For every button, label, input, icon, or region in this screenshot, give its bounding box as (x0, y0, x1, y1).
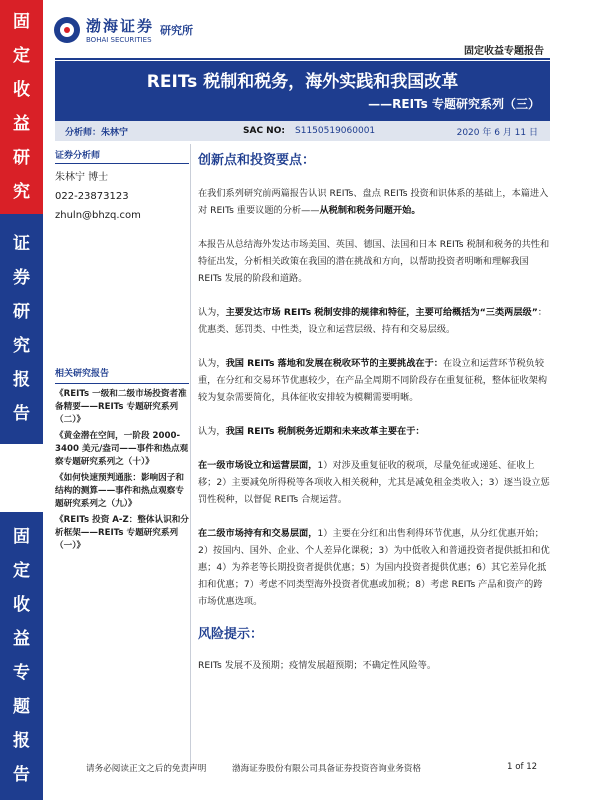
meta-sac-label: SAC NO: (243, 126, 285, 136)
paragraph-reform-intro (198, 423, 550, 440)
related-report-item[interactable]: 《黄金潜在空间，一阶段 2000-3400 美元/盎司——事件和热点观察专题研究系列之（十）》 (55, 431, 189, 467)
side-tab-char: 告 (13, 765, 30, 785)
p4-lead: 认为， (198, 358, 226, 369)
analyst-heading: 证券分析师 (55, 148, 189, 164)
paragraph-challenges (198, 355, 550, 406)
main-content (198, 152, 550, 674)
risk-text: REITs 发展不及预期；疫情发展超预期；不确定性风险等。 (198, 660, 437, 671)
p5-lead: 认为， (198, 426, 226, 437)
innovation-heading: 创新点和投资要点： (198, 153, 316, 168)
side-tab-char: 报 (13, 370, 30, 390)
side-tab-char: 研 (13, 148, 30, 168)
footer-disclaimer: 请务必阅读正文之后的免责声明 (86, 764, 207, 774)
side-tab-char: 益 (13, 114, 30, 134)
logo-institute-text: 研究所 (160, 23, 194, 37)
paragraph-primary-market (198, 457, 550, 508)
p7-emphasis: 在二级市场持有和交易层面， (198, 528, 318, 539)
logo-en-text: BOHAI SECURITIES (86, 36, 152, 44)
paragraph-secondary-market (198, 525, 550, 610)
analyst-name: 朱林宁 博士 (55, 172, 109, 183)
p6-rest: 1）对涉及重复征收的税项，尽量免征或递延、征收上移；2）主要减免所得税等各项收入相关税种，尤其是减免租金类收入；3）逐当设立惩罚性税种，以督促 REITs 合规运营。 (198, 460, 550, 505)
side-tab-fixed-income-topic-report (0, 512, 43, 800)
side-tab-char: 告 (13, 404, 30, 424)
related-report-item[interactable]: 《REITs 投资 A-Z：整体认识和分析框架——REITs 专题研究系列（一）》 (55, 515, 189, 551)
meta-analyst: 分析师：朱林宁 (65, 127, 129, 138)
analyst-email[interactable]: zhuln@bhzq.com (55, 210, 141, 221)
side-tab-fixed-income-research (0, 0, 43, 214)
meta-date: 2020 年 6 月 11 日 (456, 127, 538, 138)
header-rule (55, 58, 550, 60)
analyst-phone: 022-23873123 (55, 191, 129, 202)
side-tab-char: 究 (13, 336, 30, 356)
p3-emphasis: 主要发达市场 REITs 税制安排的规律和特征，主要可给概括为“三类两层级” (225, 307, 538, 318)
meta-bar (55, 121, 550, 141)
side-tab-securities-research-report (0, 214, 43, 444)
related-report-item[interactable]: 《如何快速预判通胀：影响因子和结构的测算——事件和热点观察专题研究系列之（九）》 (55, 473, 184, 509)
related-heading: 相关研究报告 (55, 368, 189, 384)
logo-cn-text: 渤海证券 (86, 17, 155, 35)
paragraph-overview: 本报告从总结海外发达市场美国、英国、德国、法国和日本 REITs 税制和税务的共性和特征出发，分析相关政策在我国的潜在挑战和方向，以帮助投资者明晰和理解我国 REITs 发展的阶段和道路。 (198, 239, 550, 284)
p3-rest: ：优惠类、惩罚类、中性类，设立和运营层级、持有和交易层级。 (198, 307, 547, 335)
intro-emphasis: 从税制和税务问题开始。 (319, 205, 421, 216)
analyst-block (55, 148, 189, 225)
p4-rest: 在设立和运营环节税负较重，在分红和交易环节优惠较少，在产品全周期不同阶段存在重复征税，整体征收架构较为复杂需要简化，具体征收安排较为模糊需要明晰。 (198, 358, 548, 403)
side-tab-char: 收 (13, 80, 30, 100)
intro-text: 在我们系列研究前两篇报告认识 REITs、盘点 REITs 投资和识体系的基础上，本篇进入对 REITs 重要议题的分析—— (198, 188, 549, 216)
related-report-item[interactable]: 《REITs 一级和二级市场投资者准备精要——REITs 专题研究系列（二）》 (55, 389, 187, 425)
p3-lead: 认为， (198, 307, 226, 318)
bohai-logo (54, 15, 193, 44)
side-tab-char: 券 (13, 268, 30, 288)
report-subtitle: ——REITs 专题研究系列（三） (368, 97, 540, 111)
side-tab-char: 报 (13, 731, 30, 751)
side-tab-char: 益 (13, 629, 30, 649)
bohai-logo-icon (54, 17, 80, 43)
report-title: REITs 税制和税务，海外实践和我国改革 (146, 72, 459, 92)
related-reports (55, 368, 189, 556)
footer-page-number: 1 of 12 (507, 762, 538, 772)
side-tab-char: 固 (13, 12, 30, 32)
risk-heading: 风险提示： (198, 627, 264, 642)
side-tab-char: 固 (13, 527, 30, 547)
paragraph-intro (198, 185, 550, 219)
side-tab-char: 证 (13, 234, 30, 254)
side-tab-char: 定 (13, 561, 30, 581)
p6-emphasis: 在一级市场设立和运营层面， (198, 460, 318, 471)
side-tab-char: 题 (13, 697, 30, 717)
footer-company: 渤海证券股份有限公司具备证券投资咨询业务资格 (232, 764, 422, 774)
column-divider (190, 144, 191, 772)
p5-emphasis: 我国 REITs 税制税务近期和未来改革主要在于： (225, 426, 425, 437)
side-tab-char: 定 (13, 46, 30, 66)
meta-sac-value: S1150519060001 (295, 126, 376, 136)
p7-rest: 1）主要在分红和出售利得环节优惠，从分红优惠开始；2）按国内、国外、企业、个人差异化课税；3）为中低收入和普通投资者提供抵扣和优惠；4）为养老等长期投资者提供优惠；5）为国内投资者提供优惠；6）其它差异化抵扣和优惠；7）考虑不同类型海外投资者优惠或加税；8）考虑 REITs 产品和资产的跨市场优惠选项。 (198, 528, 550, 607)
side-tab-char: 专 (13, 663, 30, 683)
title-banner (55, 61, 550, 123)
side-tab-char: 收 (13, 595, 30, 615)
paragraph-three-types (198, 304, 550, 338)
p4-emphasis: 我国 REITs 落地和发展在税收环节的主要挑战在于： (225, 358, 443, 369)
side-tab-char: 研 (13, 302, 30, 322)
report-type: 固定收益专题报告 (464, 46, 544, 57)
side-tab-char: 究 (13, 182, 30, 202)
